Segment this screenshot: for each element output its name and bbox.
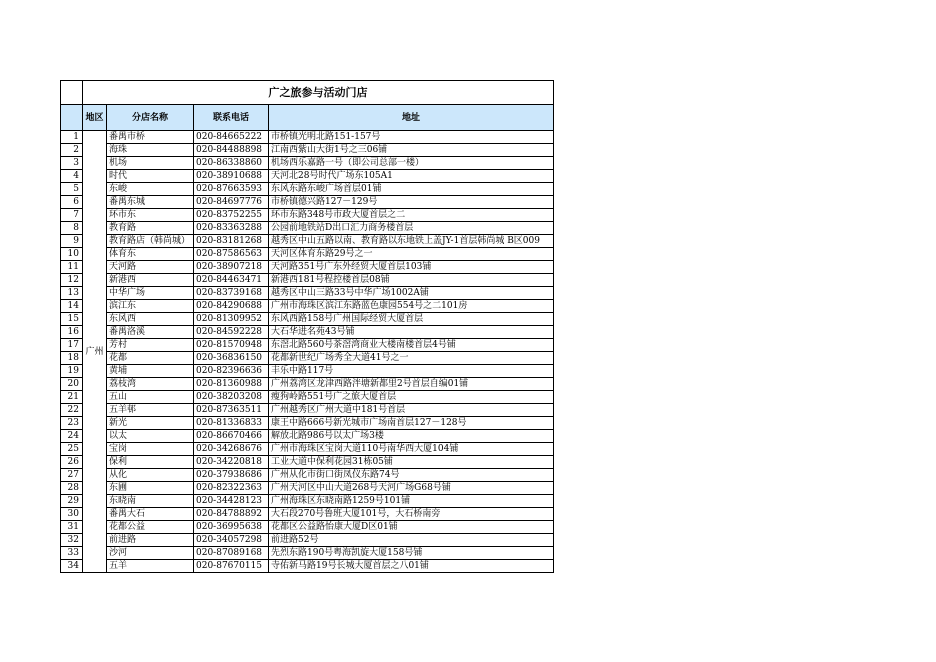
store-table: [60, 80, 554, 573]
address-cell[interactable]: 大石段270号鲁班大厦101号，大石桥南旁: [269, 508, 554, 521]
address-cell[interactable]: 机场西乐嘉路一号（即公司总部一楼）: [269, 157, 554, 170]
table-row: [61, 183, 554, 196]
row-number-cell[interactable]: 34: [61, 560, 83, 573]
store-name-cell[interactable]: 花都: [107, 352, 194, 365]
table-row: [61, 365, 554, 378]
table-row: [61, 274, 554, 287]
phone-cell[interactable]: 020-81336833: [194, 417, 269, 430]
header-phone[interactable]: 联系电话: [194, 105, 269, 131]
address-cell[interactable]: 瘦狗岭路551号广之旅大厦首层: [269, 391, 554, 404]
table-row: [61, 261, 554, 274]
phone-cell[interactable]: 020-81360988: [194, 378, 269, 391]
phone-cell[interactable]: 020-86338860: [194, 157, 269, 170]
row-number-cell[interactable]: 30: [61, 508, 83, 521]
row-number-cell[interactable]: 15: [61, 313, 83, 326]
address-cell[interactable]: 广州从化市街口街凤仪东路74号: [269, 469, 554, 482]
header-region[interactable]: 地区: [83, 105, 107, 131]
table-row: [61, 417, 554, 430]
table-row: [61, 378, 554, 391]
phone-cell[interactable]: 020-84788892: [194, 508, 269, 521]
phone-cell[interactable]: 020-87089168: [194, 547, 269, 560]
store-name-cell[interactable]: 五羊邨: [107, 404, 194, 417]
phone-cell[interactable]: 020-84697776: [194, 196, 269, 209]
phone-cell[interactable]: 020-34057298: [194, 534, 269, 547]
store-name-cell[interactable]: 机场: [107, 157, 194, 170]
store-name-cell[interactable]: 东圃: [107, 482, 194, 495]
table-row: [61, 352, 554, 365]
table-row: [61, 326, 554, 339]
row-number-cell[interactable]: 14: [61, 300, 83, 313]
table-row: [61, 443, 554, 456]
row-number-cell[interactable]: 29: [61, 495, 83, 508]
phone-cell[interactable]: 020-84592228: [194, 326, 269, 339]
row-number-cell[interactable]: 3: [61, 157, 83, 170]
address-cell[interactable]: 东风东路东峻广场首层01铺: [269, 183, 554, 196]
phone-cell[interactable]: 020-34220818: [194, 456, 269, 469]
header-address[interactable]: 地址: [269, 105, 554, 131]
table-row: [61, 339, 554, 352]
phone-cell[interactable]: 020-87586563: [194, 248, 269, 261]
address-cell[interactable]: 公园前地铁站D出口汇力商务楼首层: [269, 222, 554, 235]
row-number-cell[interactable]: 21: [61, 391, 83, 404]
blank-corner-cell[interactable]: [61, 81, 83, 105]
table-row: [61, 287, 554, 300]
store-name-cell[interactable]: 花都公益: [107, 521, 194, 534]
row-number-cell[interactable]: 31: [61, 521, 83, 534]
address-cell[interactable]: 越秀区中山五路以南、教育路以东地铁上盖JY-1首层韩尚城 B区009: [269, 235, 554, 248]
address-cell[interactable]: 康王中路666号新光城市广场南首层127－128号: [269, 417, 554, 430]
row-number-cell[interactable]: 2: [61, 144, 83, 157]
store-name-cell[interactable]: 东峻: [107, 183, 194, 196]
row-number-cell[interactable]: 22: [61, 404, 83, 417]
store-name-cell[interactable]: 海珠: [107, 144, 194, 157]
address-cell[interactable]: 环市东路348号市政大厦首层之二: [269, 209, 554, 222]
address-cell[interactable]: 天河北28号时代广场东105A1: [269, 170, 554, 183]
table-row: [61, 547, 554, 560]
header-row: [61, 105, 554, 131]
store-name-cell[interactable]: 中华广场: [107, 287, 194, 300]
table-row: [61, 469, 554, 482]
table-row: [61, 456, 554, 469]
phone-cell[interactable]: 020-38910688: [194, 170, 269, 183]
table-row: [61, 404, 554, 417]
address-cell[interactable]: 天河区体育东路29号之一: [269, 248, 554, 261]
table-row: [61, 248, 554, 261]
row-number-cell[interactable]: 16: [61, 326, 83, 339]
store-name-cell[interactable]: 东风西: [107, 313, 194, 326]
phone-cell[interactable]: 020-81309952: [194, 313, 269, 326]
store-name-cell[interactable]: 体育东: [107, 248, 194, 261]
address-cell[interactable]: 东滘北路560号茶滘湾商业大楼南楼首层4号铺: [269, 339, 554, 352]
table-row: [61, 521, 554, 534]
row-number-cell[interactable]: 9: [61, 235, 83, 248]
region-cell[interactable]: 广州: [83, 131, 107, 573]
table-row: [61, 534, 554, 547]
row-number-cell[interactable]: 26: [61, 456, 83, 469]
store-name-cell[interactable]: 新港西: [107, 274, 194, 287]
row-number-cell[interactable]: 23: [61, 417, 83, 430]
row-number-cell[interactable]: 33: [61, 547, 83, 560]
phone-cell[interactable]: 020-84290688: [194, 300, 269, 313]
sheet-title[interactable]: 广之旅参与活动门店: [83, 81, 554, 105]
row-number-cell[interactable]: 11: [61, 261, 83, 274]
row-number-cell[interactable]: 4: [61, 170, 83, 183]
phone-cell[interactable]: 020-84665222: [194, 131, 269, 144]
store-name-cell[interactable]: 芳村: [107, 339, 194, 352]
phone-cell[interactable]: 020-87363511: [194, 404, 269, 417]
phone-cell[interactable]: 020-83363288: [194, 222, 269, 235]
phone-cell[interactable]: 020-84463471: [194, 274, 269, 287]
header-blank-cell[interactable]: [61, 105, 83, 131]
phone-cell[interactable]: 020-86670466: [194, 430, 269, 443]
address-cell[interactable]: 市桥镇德兴路127－129号: [269, 196, 554, 209]
store-name-cell[interactable]: 东晓南: [107, 495, 194, 508]
phone-cell[interactable]: 020-83739168: [194, 287, 269, 300]
row-number-cell[interactable]: 32: [61, 534, 83, 547]
spreadsheet: [60, 80, 553, 573]
phone-cell[interactable]: 020-81570948: [194, 339, 269, 352]
table-row: [61, 157, 554, 170]
phone-cell[interactable]: 020-84488898: [194, 144, 269, 157]
address-cell[interactable]: 天河路351号广东外经贸大厦首层103铺: [269, 261, 554, 274]
store-name-cell[interactable]: 番禺大石: [107, 508, 194, 521]
store-name-cell[interactable]: 天河路: [107, 261, 194, 274]
address-cell[interactable]: 花都区公益路怡康大厦D区01铺: [269, 521, 554, 534]
store-name-cell[interactable]: 番禺洛溪: [107, 326, 194, 339]
row-number-cell[interactable]: 1: [61, 131, 83, 144]
store-name-cell[interactable]: 保利: [107, 456, 194, 469]
address-cell[interactable]: 工业大道中保利花园31栋05铺: [269, 456, 554, 469]
address-cell[interactable]: 前进路52号: [269, 534, 554, 547]
table-row: [61, 391, 554, 404]
table-row: [61, 560, 554, 573]
store-name-cell[interactable]: 宝岗: [107, 443, 194, 456]
store-name-cell[interactable]: 荔枝湾: [107, 378, 194, 391]
address-cell[interactable]: 广州荔湾区龙津西路泮塘新都里2号首层自编01铺: [269, 378, 554, 391]
address-cell[interactable]: 丰乐中路117号: [269, 365, 554, 378]
address-cell[interactable]: 江南西紫山大街1号之三06铺: [269, 144, 554, 157]
table-row: [61, 131, 554, 144]
phone-cell[interactable]: 020-38907218: [194, 261, 269, 274]
phone-cell[interactable]: 020-34268676: [194, 443, 269, 456]
table-row: [61, 170, 554, 183]
title-row: [61, 81, 554, 105]
phone-cell[interactable]: 020-82396636: [194, 365, 269, 378]
store-name-cell[interactable]: 番禺市桥: [107, 131, 194, 144]
row-number-cell[interactable]: 12: [61, 274, 83, 287]
table-row: [61, 482, 554, 495]
phone-cell[interactable]: 020-37938686: [194, 469, 269, 482]
row-number-cell[interactable]: 28: [61, 482, 83, 495]
row-number-cell[interactable]: 20: [61, 378, 83, 391]
row-number-cell[interactable]: 25: [61, 443, 83, 456]
phone-cell[interactable]: 020-83181268: [194, 235, 269, 248]
store-name-cell[interactable]: 教育路店（韩尚城）: [107, 235, 194, 248]
address-cell[interactable]: 新港西181号程控楼首层08铺: [269, 274, 554, 287]
phone-cell[interactable]: 020-36836150: [194, 352, 269, 365]
row-number-cell[interactable]: 17: [61, 339, 83, 352]
address-cell[interactable]: 广州市海珠区宝岗大道110号南华西大厦104铺: [269, 443, 554, 456]
store-name-cell[interactable]: 环市东: [107, 209, 194, 222]
address-cell[interactable]: 先烈东路190号粤海凯旋大厦158号铺: [269, 547, 554, 560]
row-number-cell[interactable]: 18: [61, 352, 83, 365]
row-number-cell[interactable]: 27: [61, 469, 83, 482]
store-name-cell[interactable]: 教育路: [107, 222, 194, 235]
row-number-cell[interactable]: 6: [61, 196, 83, 209]
store-name-cell[interactable]: 黄埔: [107, 365, 194, 378]
address-cell[interactable]: 东风西路158号广州国际经贸大厦首层: [269, 313, 554, 326]
table-row: [61, 144, 554, 157]
address-cell[interactable]: 解放北路986号以太广场3楼: [269, 430, 554, 443]
phone-cell[interactable]: 020-87670115: [194, 560, 269, 573]
store-name-cell[interactable]: 五山: [107, 391, 194, 404]
phone-cell[interactable]: 020-83752255: [194, 209, 269, 222]
table-row: [61, 430, 554, 443]
table-row: [61, 508, 554, 521]
table-row: [61, 495, 554, 508]
table-row: [61, 235, 554, 248]
phone-cell[interactable]: 020-38203208: [194, 391, 269, 404]
phone-cell[interactable]: 020-82322363: [194, 482, 269, 495]
address-cell[interactable]: 寺佑新马路19号长城大厦首层之八01铺: [269, 560, 554, 573]
store-name-cell[interactable]: 五羊: [107, 560, 194, 573]
table-row: [61, 209, 554, 222]
store-name-cell[interactable]: 以太: [107, 430, 194, 443]
row-number-cell[interactable]: 8: [61, 222, 83, 235]
store-name-cell[interactable]: 滨江东: [107, 300, 194, 313]
store-name-cell[interactable]: 时代: [107, 170, 194, 183]
table-row: [61, 300, 554, 313]
store-name-cell[interactable]: 沙河: [107, 547, 194, 560]
row-number-cell[interactable]: 19: [61, 365, 83, 378]
row-number-cell[interactable]: 10: [61, 248, 83, 261]
row-number-cell[interactable]: 7: [61, 209, 83, 222]
address-cell[interactable]: 越秀区中山三路33号中华广场1002A铺: [269, 287, 554, 300]
store-name-cell[interactable]: 新光: [107, 417, 194, 430]
table-row: [61, 222, 554, 235]
header-store-name[interactable]: 分店名称: [107, 105, 194, 131]
address-cell[interactable]: 广州海珠区东晓南路1259号101铺: [269, 495, 554, 508]
table-row: [61, 196, 554, 209]
address-cell[interactable]: 广州天河区中山大道268号天河广场G68号铺: [269, 482, 554, 495]
address-cell[interactable]: 市桥镇光明北路151-157号: [269, 131, 554, 144]
store-name-cell[interactable]: 番禺东城: [107, 196, 194, 209]
store-name-cell[interactable]: 从化: [107, 469, 194, 482]
phone-cell[interactable]: 020-36995638: [194, 521, 269, 534]
address-cell[interactable]: 广州市海珠区滨江东路蓝色康园554号之二101房: [269, 300, 554, 313]
row-number-cell[interactable]: 5: [61, 183, 83, 196]
store-name-cell[interactable]: 前进路: [107, 534, 194, 547]
phone-cell[interactable]: 020-34428123: [194, 495, 269, 508]
row-number-cell[interactable]: 24: [61, 430, 83, 443]
address-cell[interactable]: 广州越秀区广州大道中181号首层: [269, 404, 554, 417]
row-number-cell[interactable]: 13: [61, 287, 83, 300]
phone-cell[interactable]: 020-87663593: [194, 183, 269, 196]
address-cell[interactable]: 花都新世纪广场秀全大道41号之一: [269, 352, 554, 365]
table-row: [61, 313, 554, 326]
address-cell[interactable]: 大石华进名苑43号铺: [269, 326, 554, 339]
